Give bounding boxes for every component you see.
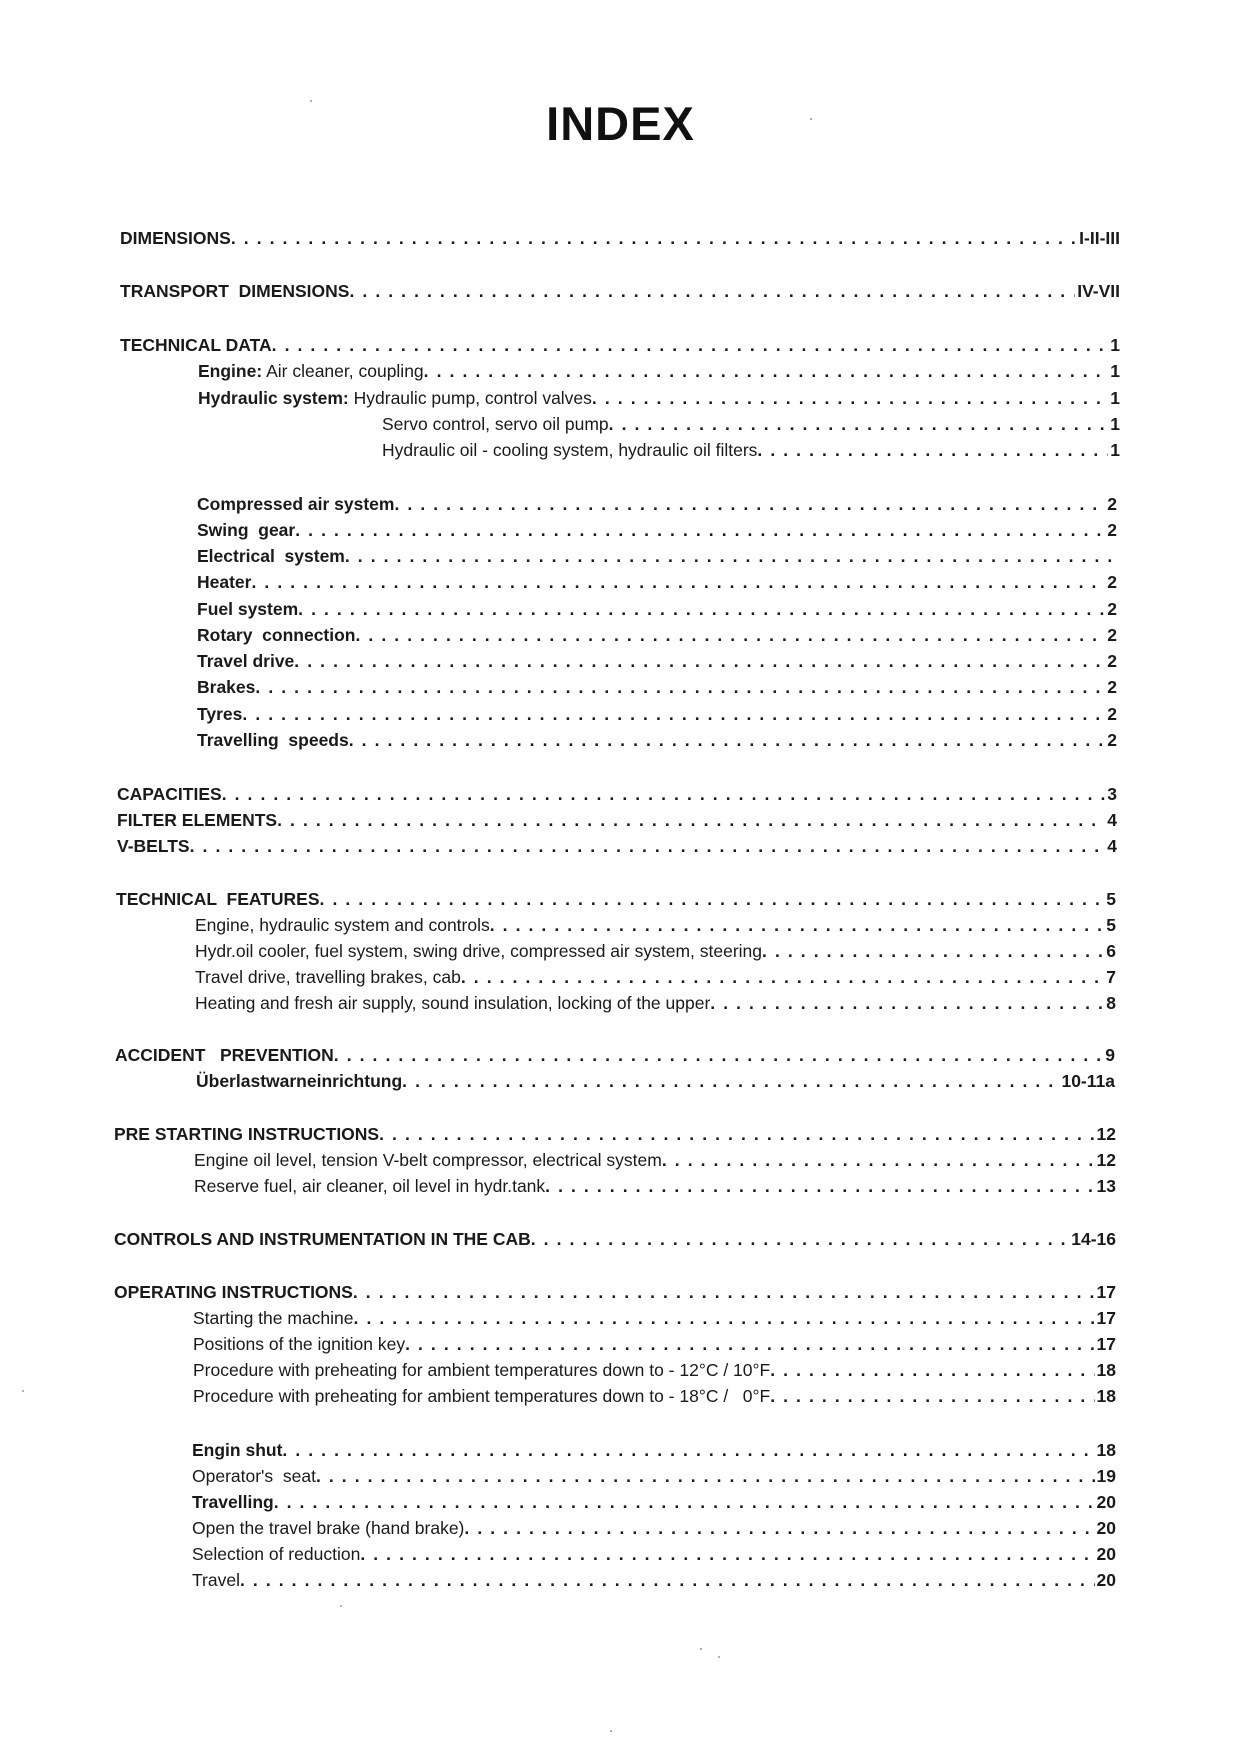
index-entry-electrical-system xyxy=(197,546,1117,572)
index-entry-open-travel-brake xyxy=(192,1518,1116,1544)
dot-leader xyxy=(394,494,1105,515)
dot-leader xyxy=(710,993,1104,1014)
entry-page: 2 xyxy=(1107,677,1117,697)
dot-leader xyxy=(490,915,1105,936)
index-entry-travelling-speeds xyxy=(197,730,1117,756)
entry-page: 17 xyxy=(1096,1282,1116,1302)
dot-leader xyxy=(272,335,1109,356)
dot-leader xyxy=(461,967,1104,988)
entry-page: 1 xyxy=(1110,414,1120,434)
entry-page: 12 xyxy=(1096,1150,1116,1170)
dot-leader xyxy=(240,1570,1095,1591)
index-entry-transport-dimensions xyxy=(120,281,1120,307)
entry-label: Travel drive xyxy=(197,651,295,671)
entry-label: Procedure with preheating for ambient temperatures down to - 12°C / 10°F xyxy=(193,1360,771,1380)
entry-page: 4 xyxy=(1107,836,1117,856)
index-entry-servo-control xyxy=(382,414,1120,440)
entry-label: Heater xyxy=(197,572,252,592)
index-entry-operating-instructions xyxy=(114,1282,1116,1308)
dot-leader xyxy=(609,414,1109,435)
index-entry-ueberlastwarneinrichtung xyxy=(196,1071,1115,1097)
entry-page: 2 xyxy=(1107,494,1117,514)
dot-leader xyxy=(298,599,1105,620)
dot-leader xyxy=(353,1282,1095,1303)
entry-label: Heating and fresh air supply, sound insulation, locking of the upper xyxy=(195,993,711,1013)
entry-page: 1 xyxy=(1110,388,1120,408)
index-entry-preheating-18c xyxy=(193,1386,1116,1412)
dot-leader xyxy=(770,1360,1094,1381)
dot-leader xyxy=(662,1150,1095,1171)
dot-leader xyxy=(531,1229,1069,1250)
entry-prefix: Engine: xyxy=(198,361,263,381)
dot-leader xyxy=(402,1071,1059,1092)
index-entry-heater xyxy=(197,572,1117,598)
index-entry-tyres xyxy=(197,704,1117,730)
entry-page: 2 xyxy=(1107,572,1117,592)
entry-label: PRE STARTING INSTRUCTIONS xyxy=(114,1124,380,1144)
entry-page: 18 xyxy=(1096,1386,1116,1406)
entry-label: Selection of reduction xyxy=(192,1544,361,1564)
entry-label: Travelling speeds xyxy=(197,730,349,750)
scan-speck xyxy=(340,1605,342,1607)
entry-page: 1 xyxy=(1110,440,1120,460)
entry-page: 3 xyxy=(1107,784,1117,804)
entry-label: ACCIDENT PREVENTION xyxy=(115,1045,334,1065)
entry-page: 2 xyxy=(1107,625,1117,645)
index-entry-heating-fresh-air xyxy=(195,993,1116,1019)
dot-leader xyxy=(242,704,1105,725)
dot-leader xyxy=(770,1386,1094,1407)
entry-text: Hydraulic pump, control valves xyxy=(348,388,592,408)
entry-label: OPERATING INSTRUCTIONS xyxy=(114,1282,353,1302)
entry-label: Swing gear xyxy=(197,520,296,540)
page-title: INDEX xyxy=(546,97,695,150)
index-entry-accident-prevention xyxy=(115,1045,1115,1071)
dot-leader xyxy=(231,228,1077,249)
entry-label: Travel xyxy=(192,1570,240,1590)
dot-leader xyxy=(762,941,1104,962)
entry-page: 7 xyxy=(1106,967,1116,987)
index-entry-preheating-12c xyxy=(193,1360,1116,1386)
dot-leader xyxy=(592,388,1108,409)
index-entry-v-belts xyxy=(117,836,1117,862)
entry-label: Engine oil level, tension V-belt compressor, electrical system xyxy=(194,1150,662,1170)
entry-label: TECHNICAL DATA xyxy=(120,335,272,355)
scan-speck xyxy=(610,1730,612,1732)
scan-speck xyxy=(810,118,812,120)
dot-leader xyxy=(354,1308,1095,1329)
index-entry-selection-reduction xyxy=(192,1544,1116,1570)
entry-page: 5 xyxy=(1106,889,1116,909)
entry-label: Rotary connection xyxy=(197,625,356,645)
entry-text: Air cleaner, coupling xyxy=(262,361,424,381)
entry-page: 18 xyxy=(1096,1440,1116,1460)
entry-label: CAPACITIES xyxy=(117,784,222,804)
entry-label: Travelling xyxy=(192,1492,274,1512)
index-entry-rotary-connection xyxy=(197,625,1117,651)
entry-label xyxy=(198,361,424,382)
entry-label: FILTER ELEMENTS xyxy=(117,810,278,830)
index-entry-travel-drive xyxy=(197,651,1117,677)
entry-page: 6 xyxy=(1106,941,1116,961)
entry-label xyxy=(198,388,592,409)
entry-page: 17 xyxy=(1096,1334,1116,1354)
entry-label: Brakes xyxy=(197,677,256,697)
index-entry-technical-data xyxy=(120,335,1120,361)
index-entry-reserve-fuel xyxy=(194,1176,1116,1202)
entry-page: 2 xyxy=(1107,730,1117,750)
dot-leader xyxy=(405,1334,1094,1355)
entry-label: Hydraulic oil - cooling system, hydraulic oil filters xyxy=(382,440,758,460)
entry-label: Engin shut xyxy=(192,1440,283,1460)
entry-page: 4 xyxy=(1107,810,1117,830)
index-entry-filter-elements xyxy=(117,810,1117,836)
entry-label: Procedure with preheating for ambient temperatures down to - 18°C / 0°F xyxy=(193,1386,771,1406)
dot-leader xyxy=(545,1176,1094,1197)
index-entry-controls-instrumentation xyxy=(114,1229,1116,1255)
dot-leader xyxy=(251,572,1105,593)
entry-label: Hydr.oil cooler, fuel system, swing drive, compressed air system, steering xyxy=(195,941,763,961)
entry-label: CONTROLS AND INSTRUMENTATION IN THE CAB xyxy=(114,1229,531,1249)
dot-leader xyxy=(274,1492,1095,1513)
entry-label: Electrical system xyxy=(197,546,345,566)
dot-leader xyxy=(294,651,1105,672)
entry-label: Open the travel brake (hand brake) xyxy=(192,1518,465,1538)
entry-page: 20 xyxy=(1096,1492,1116,1512)
index-entry-travel-drive-cab xyxy=(195,967,1116,993)
index-entry-fuel-system xyxy=(197,599,1117,625)
entry-label: Servo control, servo oil pump xyxy=(382,414,609,434)
entry-label: Fuel system xyxy=(197,599,299,619)
index-entry-capacities xyxy=(117,784,1117,810)
index-entry-travel xyxy=(192,1570,1116,1596)
dot-leader xyxy=(320,889,1105,910)
entry-page: 2 xyxy=(1107,599,1117,619)
entry-label: Compressed air system xyxy=(197,494,395,514)
dot-leader xyxy=(277,810,1105,831)
entry-label: Reserve fuel, air cleaner, oil level in hydr.tank xyxy=(194,1176,546,1196)
dot-leader xyxy=(255,677,1105,698)
entry-label: Tyres xyxy=(197,704,243,724)
dot-leader xyxy=(295,520,1105,541)
index-entry-technical-features xyxy=(116,889,1116,915)
index-entry-engine-oil-level xyxy=(194,1150,1116,1176)
entry-page: 19 xyxy=(1096,1466,1116,1486)
entry-label: Travel drive, travelling brakes, cab xyxy=(195,967,461,987)
dot-leader xyxy=(316,1466,1095,1487)
index-entry-hydraulic-oil xyxy=(382,440,1120,466)
index-entry-hydraulic-system xyxy=(198,388,1120,414)
index-entry-dimensions xyxy=(120,228,1120,254)
index-entry-ignition-key xyxy=(193,1334,1116,1360)
entry-page: 1 xyxy=(1110,361,1120,381)
entry-label: TECHNICAL FEATURES xyxy=(116,889,320,909)
dot-leader xyxy=(464,1518,1094,1539)
index-entry-pre-starting xyxy=(114,1124,1116,1150)
scan-speck xyxy=(22,1390,24,1392)
entry-page: 2 xyxy=(1107,704,1117,724)
dot-leader xyxy=(349,730,1106,751)
entry-label: TRANSPORT DIMENSIONS xyxy=(120,281,350,301)
dot-leader xyxy=(222,784,1106,805)
entry-label: Operator's seat xyxy=(192,1466,316,1486)
index-entry-hydr-oil-cooler xyxy=(195,941,1116,967)
entry-page: I-II-III xyxy=(1079,228,1120,248)
entry-page: 8 xyxy=(1106,993,1116,1013)
index-entry-engin-shut xyxy=(192,1440,1116,1466)
entry-label: Positions of the ignition key xyxy=(193,1334,406,1354)
entry-page: 20 xyxy=(1096,1570,1116,1590)
dot-leader xyxy=(190,836,1106,857)
entry-label: Starting the machine xyxy=(193,1308,354,1328)
entry-label: DIMENSIONS xyxy=(120,228,231,248)
entry-label: Engine, hydraulic system and controls xyxy=(195,915,490,935)
dot-leader xyxy=(349,281,1075,302)
index-entry-travelling xyxy=(192,1492,1116,1518)
entry-page: 1 xyxy=(1110,335,1120,355)
entry-label: Überlastwarneinrichtung xyxy=(196,1071,403,1091)
dot-leader xyxy=(282,1440,1094,1461)
entry-page: 20 xyxy=(1096,1544,1116,1564)
index-entry-engine-hydraulic-controls xyxy=(195,915,1116,941)
dot-leader xyxy=(757,440,1108,461)
scan-speck xyxy=(310,100,312,102)
entry-page: 18 xyxy=(1096,1360,1116,1380)
entry-label: V-BELTS xyxy=(117,836,190,856)
entry-page: 14-16 xyxy=(1071,1229,1116,1249)
entry-page: 9 xyxy=(1105,1045,1115,1065)
dot-leader xyxy=(360,1544,1094,1565)
entry-page: 12 xyxy=(1096,1124,1116,1144)
index-entry-swing-gear xyxy=(197,520,1117,546)
entry-page: IV-VII xyxy=(1077,281,1120,301)
index-entry-brakes xyxy=(197,677,1117,703)
index-entry-starting-machine xyxy=(193,1308,1116,1334)
entry-page: 2 xyxy=(1107,520,1117,540)
dot-leader xyxy=(345,546,1115,567)
index-entry-compressed-air xyxy=(197,494,1117,520)
entry-page: 5 xyxy=(1106,915,1116,935)
dot-leader xyxy=(379,1124,1094,1145)
scan-speck xyxy=(718,1656,720,1658)
entry-page: 2 xyxy=(1107,651,1117,671)
entry-prefix: Hydraulic system: xyxy=(198,388,349,408)
dot-leader xyxy=(334,1045,1103,1066)
entry-page: 17 xyxy=(1096,1308,1116,1328)
entry-page: 10-11a xyxy=(1061,1071,1115,1091)
dot-leader xyxy=(424,361,1109,382)
entry-page: 13 xyxy=(1096,1176,1116,1196)
dot-leader xyxy=(356,625,1106,646)
index-entry-operators-seat xyxy=(192,1466,1116,1492)
scan-speck xyxy=(700,1648,702,1650)
entry-page: 20 xyxy=(1096,1518,1116,1538)
index-entry-engine xyxy=(198,361,1120,387)
